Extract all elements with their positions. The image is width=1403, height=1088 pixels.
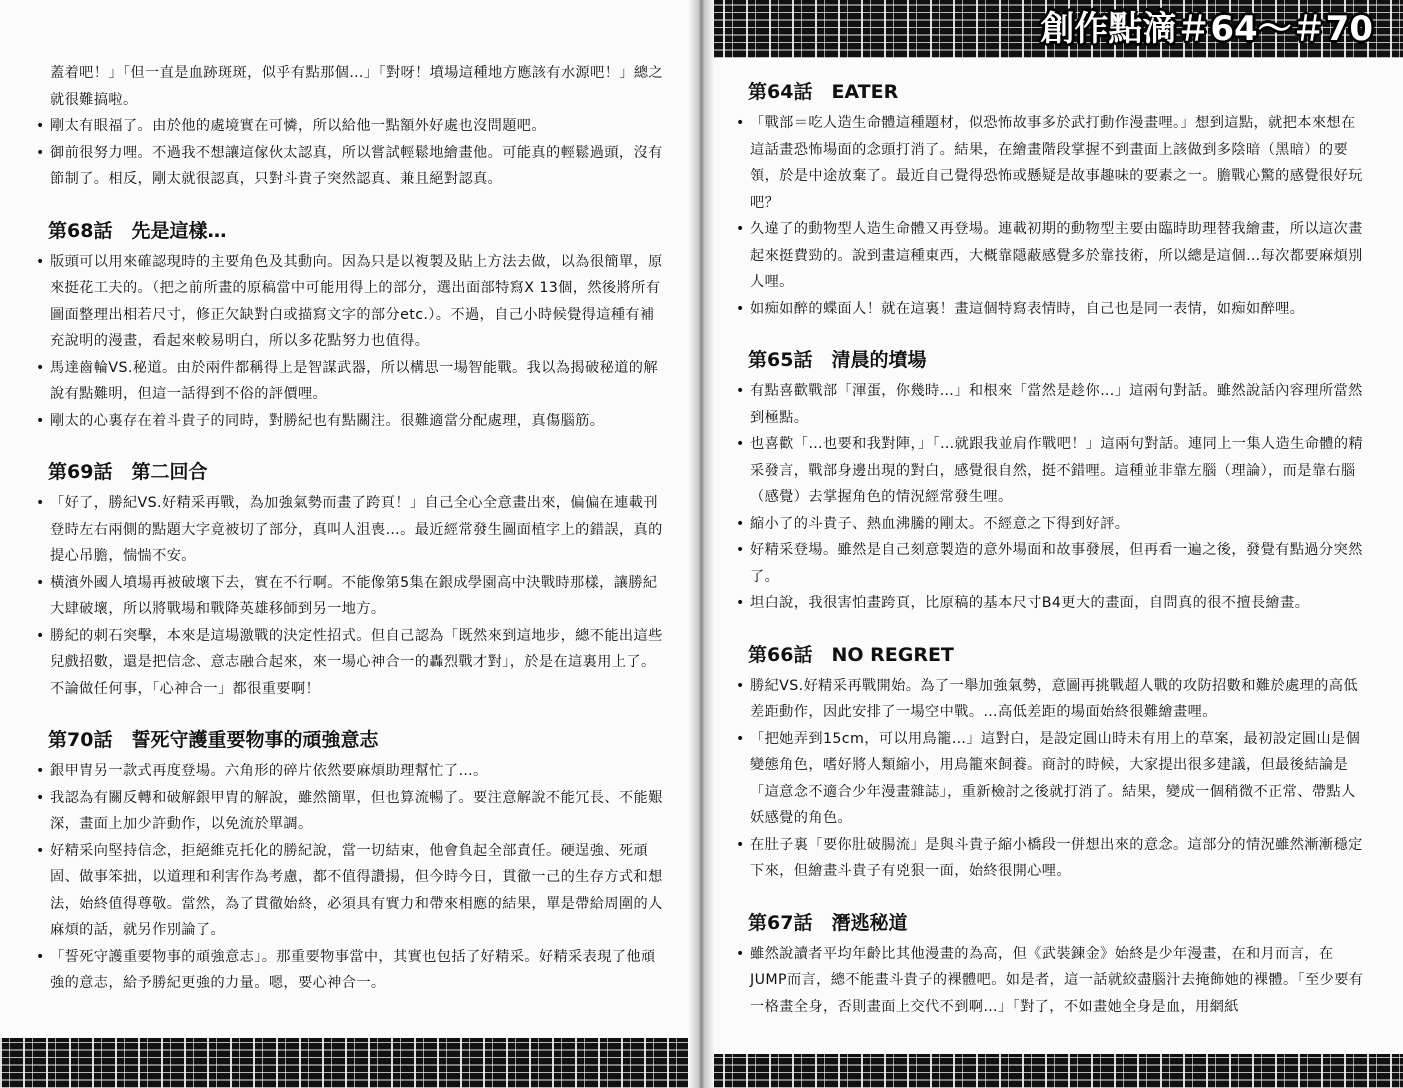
left-text-column <box>36 60 668 997</box>
note-item: • 有點喜歡戰部「渾蛋，你幾時…」和根來「當然是趁你…」這兩句對話。雖然說話內容理所當然到極點。 <box>736 378 1364 431</box>
note-item: • 版頭可以用來確認現時的主要角色及其動向。因為只是以複製及貼上方法去做，以為很簡單，原來挺花工夫的。（把之前所畫的原稿當中可能用得上的部分，選出面部特寫X 13個，然後將所有圖面整理出相若尺寸，修正欠缺對白或描寫文字的部分etc.）。不過，自己小時候覺得這種有補充說明的漫畫，看起來較易明白，所以多花點努力也值得。 <box>36 249 668 355</box>
note-item: • 御前很努力哩。不過我不想讓這傢伙太認真，所以嘗試輕鬆地繪畫他。可能真的輕鬆過頭，沒有節制了。相反，剛太就很認真，只對斗貴子突然認真、兼且絕對認真。 <box>36 140 668 193</box>
chapter-section <box>36 60 668 193</box>
decorative-bottom-band-left <box>0 1038 700 1088</box>
right-text-column <box>736 78 1364 1020</box>
note-item: • 「戰部＝吃人造生命體這種題材，似恐怖故事多於武打動作漫畫哩。」想到這點，就把本來想在這話畫恐怖場面的念頭打消了。結果，在繪畫階段掌握不到畫面上該做到多陰暗（黑暗）的要領，於是中途放棄了。最近自己覺得恐怖或懸疑是故事趣味的要素之一。膽戰心驚的感覺很好玩吧？ <box>736 110 1364 216</box>
note-item: • 「好了，勝紀VS.好精采再戰，為加強氣勢而畫了跨頁！」自己全心全意畫出來，偏偏在連載刊登時左右兩側的點題大字竟被切了部分，真叫人沮喪…。最近經常發生圖面植字上的錯誤，真的提心吊膽，惴惴不安。 <box>36 490 668 570</box>
note-list <box>736 110 1364 322</box>
note-item: • 我認為有關反轉和破解銀甲胄的解說，雖然簡單，但也算流暢了。要注意解說不能冗長、不能艱深，畫面上加少許動作，以免流於單調。 <box>36 785 668 838</box>
note-list <box>36 490 668 702</box>
note-item: • 銀甲胄另一款式再度登場。六角形的碎片依然要麻煩助理幫忙了…。 <box>36 758 668 785</box>
note-item: • 「誓死守護重要物事的頑強意志」。那重要物事當中，其實也包括了好精采。好精采表現了他頑強的意志，給予勝紀更強的力量。嗯，要心神合一。 <box>36 944 668 997</box>
note-item: • 也喜歡「…也要和我對陣，」「…就跟我並肩作戰吧！」這兩句對話。連同上一集人造生命體的精采發言，戰部身邊出現的對白，感覺很自然，挺不錯哩。這種並非靠左腦（理論），而是靠右腦（感覺）去掌握角色的情況經常發生哩。 <box>736 431 1364 511</box>
note-item: • 縮小了的斗貴子、熱血沸騰的剛太。不經意之下得到好評。 <box>736 511 1364 538</box>
note-item: • 剛太的心裏存在着斗貴子的同時，對勝紀也有點關注。很難適當分配處理，真傷腦筋。 <box>36 408 668 435</box>
chapter-section <box>736 909 1364 1021</box>
chapter-section <box>36 458 668 702</box>
chapter-heading: 第65話 清晨的墳場 <box>748 349 927 371</box>
note-item: • 橫濱外國人墳場再被破壞下去，實在不行啊。不能像第5集在銀成學園高中決戰時那樣，讓勝紀大肆破壞，所以將戰場和戰降英雄移師到另一地方。 <box>36 570 668 623</box>
note-list <box>736 941 1364 1021</box>
note-item: • 剛太有眼福了。由於他的處境實在可憐，所以給他一點額外好處也沒問題吧。 <box>36 113 668 140</box>
note-item: • 勝紀的刺石突擊，本來是這場激戰的決定性招式。但自己認為「既然來到這地步，總不能出這些兒戲招數，還是把信念、意志融合起來，來一場心神合一的轟烈戰才對」，於是在這裏用上了。不論做任何事，「心神合一」都很重要啊！ <box>36 623 668 703</box>
note-list <box>736 673 1364 885</box>
note-list <box>36 249 668 435</box>
chapter-heading: 第70話 誓死守護重要物事的頑強意志 <box>48 729 379 751</box>
right-page <box>700 0 1403 1088</box>
note-item: • 勝紀VS.好精采再戰開始。為了一舉加強氣勢，意圖再挑戰超人戰的攻防招數和難於處理的高低差距動作，因此安排了一場空中戰。…高低差距的場面始終很難繪畫哩。 <box>736 673 1364 726</box>
note-item: • 「把她弄到15cm，可以用鳥籠…」這對白，是設定圓山時未有用上的草案，最初設定圓山是個變態角色，嗜好將人類縮小，用鳥籠來飼養。商討的時候，大家提出很多建議，但最後結論是「這意念不適合少年漫畫雜誌」，重新檢討之後就打消了。結果，變成一個稍微不正常、帶點人妖感覺的角色。 <box>736 726 1364 832</box>
chapter-heading: 第68話 先是這樣… <box>48 219 227 242</box>
chapter-section <box>36 217 668 435</box>
chapter-section <box>736 78 1364 322</box>
note-list <box>736 378 1364 617</box>
note-list <box>36 758 668 997</box>
left-page <box>0 0 700 1088</box>
note-item: • 雖然說讀者平均年齡比其他漫畫的為高，但《武裝鍊金》始終是少年漫畫，在和月而言，在JUMP而言，總不能畫斗貴子的裸體吧。如是者，這一話就絞盡腦汁去掩飾她的裸體。「至少要有一格畫全身，否則畫面上交代不到啊…」「對了，不如畫她全身是血，用網紙 <box>736 941 1364 1021</box>
chapter-section <box>736 346 1364 617</box>
chapter-heading: 第66話 NO REGRET <box>748 643 954 666</box>
decorative-bottom-band-right <box>700 1054 1403 1088</box>
chapter-heading: 第69話 第二回合 <box>48 461 208 483</box>
note-list <box>36 60 668 193</box>
book-spine <box>688 0 714 1088</box>
continued-note-item: 蓋着吧！」「但一直是血跡斑斑，似乎有點那個…」「對呀！墳場這種地方應該有水源吧！」總之就很難搞啦。 <box>50 65 664 108</box>
chapter-section <box>36 726 668 997</box>
note-item: • 好精采向堅持信念，拒絕維克托化的勝紀說，當一切結束，他會負起全部責任。硬逞強、死頑固、做事笨拙，以道理和利害作為考慮，都不值得讚揚，但今時今日，貫徹一己的生存方式和想法，始終值得尊敬。當然，為了貫徹始終，必須具有實力和帶來相應的結果，單是帶給周圍的人麻煩的話，就另作別論了。 <box>36 838 668 944</box>
note-item: • 坦白說，我很害怕畫跨頁，比原稿的基本尺寸B4更大的畫面，自問真的很不擅長繪畫。 <box>736 590 1364 617</box>
note-item: • 馬達齒輪VS.秘道。由於兩件都稱得上是智謀武器，所以構思一場智能戰。我以為揭破秘道的解說有點難明，但這一話得到不俗的評價哩。 <box>36 355 668 408</box>
chapter-section <box>736 641 1364 885</box>
note-item: • 久違了的動物型人造生命體又再登場。連載初期的動物型主要由臨時助理替我繪畫，所以這次畫起來挺費勁的。說到畫這種東西，大概靠隱蔽感覺多於靠技術，所以總是這個…每次都要麻煩別人哩。 <box>736 216 1364 296</box>
note-item: • 在肚子裏「要你肚破腸流」是與斗貴子縮小橋段一併想出來的意念。這部分的情況雖然漸漸穩定下來，但繪畫斗貴子有兇狠一面，始終很開心哩。 <box>736 832 1364 885</box>
collection-title: 創作點滴＃64〜＃70 <box>1040 9 1373 49</box>
chapter-heading: 第67話 潛逃秘道 <box>748 911 908 934</box>
note-item: • 好精采登場。雖然是自己刻意製造的意外場面和故事發展，但再看一遍之後，發覺有點過分突然了。 <box>736 537 1364 590</box>
chapter-heading: 第64話 EATER <box>748 81 899 103</box>
note-item: • 如痴如醉的蝶面人！就在這裏！畫這個特寫表情時，自己也是同一表情，如痴如醉哩。 <box>736 296 1364 323</box>
